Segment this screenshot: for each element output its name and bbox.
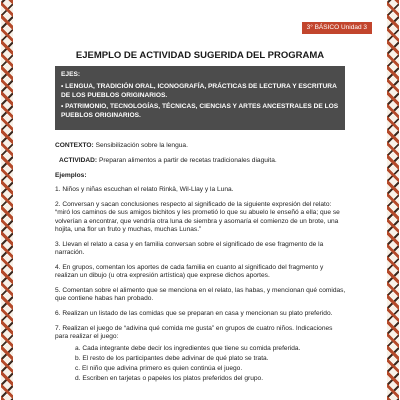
example-item: 1. Niños y niñas escuchan el relato Rinkä, Wil-Llay y la Luna. xyxy=(55,186,234,194)
sub-item: b. El resto de los participantes debe adivinar de qué plato se trata. xyxy=(75,354,269,362)
page-title: EJEMPLO DE ACTIVIDAD SUGERIDA DEL PROGRAMA xyxy=(75,50,325,61)
example-item: 3. Llevan el relato a casa y en familia conversan sobre el significado de ese fragmento de la narración. xyxy=(55,240,324,257)
ejes-item: • LENGUA, TRADICIÓN ORAL, ICONOGRAFÍA, PRÁCTICAS DE LECTURA Y ESCRITURA DE LOS PUEBLOS ORIGINARIOS. xyxy=(61,83,337,99)
ejes-box xyxy=(55,66,345,130)
contexto-line xyxy=(55,142,347,150)
sub-item: d. Escriben en tarjetas o papeles los platos preferidos del grupo. xyxy=(75,374,264,382)
contexto-value: Sensibilización sobre la lengua. xyxy=(95,142,188,149)
actividad-line xyxy=(59,157,347,165)
ejemplos-heading xyxy=(55,172,347,180)
example-item: 4. En grupos, comentan los aportes de cada familia en cuanto al significado del fragmento y realizan un dibujo (u otra expresión artística) que exprese dichos aportes. xyxy=(55,263,324,280)
ejes-heading: EJES: xyxy=(61,71,81,78)
ejes-item: • PATRIMONIO, TECNOLOGÍAS, TÉCNICAS, CIENCIAS Y ARTES ANCESTRALES DE LOS PUEBLOS ORIGINARIOS. xyxy=(61,103,339,119)
example-item: 2. Conversan y sacan conclusiones respecto al significado de la siguiente expresión del relato: “miró los caminos de sus amigos bichitos y les prometió lo que su abuelo le enseñó a ella; que se volverían a encontrar, que vendría otra luna de siembra y asomaría el comienzo de un brote, una hojita, una flor un fruto y muchas, muchas Lunas.” xyxy=(55,201,340,234)
example-item: 5. Comentan sobre el alimento que se menciona en el relato, las habas, y mencionan qué comidas, que contiene habas han probado. xyxy=(55,287,346,303)
example-item: 7. Realizan el juego de “adivina qué comida me gusta” en grupos de cuatro niños. Indicaciones para realizar el juego: xyxy=(55,324,333,341)
contexto-label: CONTEXTO: xyxy=(55,142,94,149)
actividad-label: ACTIVIDAD: xyxy=(59,156,98,164)
ejemplos-heading-text: Ejemplos: xyxy=(55,171,87,179)
actividad-value: Preparan alimentos a partir de recetas tradicionales diaguita. xyxy=(98,156,277,164)
game-instructions-list xyxy=(55,345,347,383)
sub-item: a. Cada integrante debe decir los ingredientes que tiene su comida preferida. xyxy=(75,345,301,353)
activity-content xyxy=(55,142,347,385)
sub-item: c. El niño que adivina primero es quien continúa el juego. xyxy=(75,364,243,372)
example-item: 6. Realizan un listado de las comidas que se preparan en casa y mencionan su plato preferido. xyxy=(55,310,333,318)
unit-badge: 3° BÁSICO Unidad 3 xyxy=(302,22,372,34)
